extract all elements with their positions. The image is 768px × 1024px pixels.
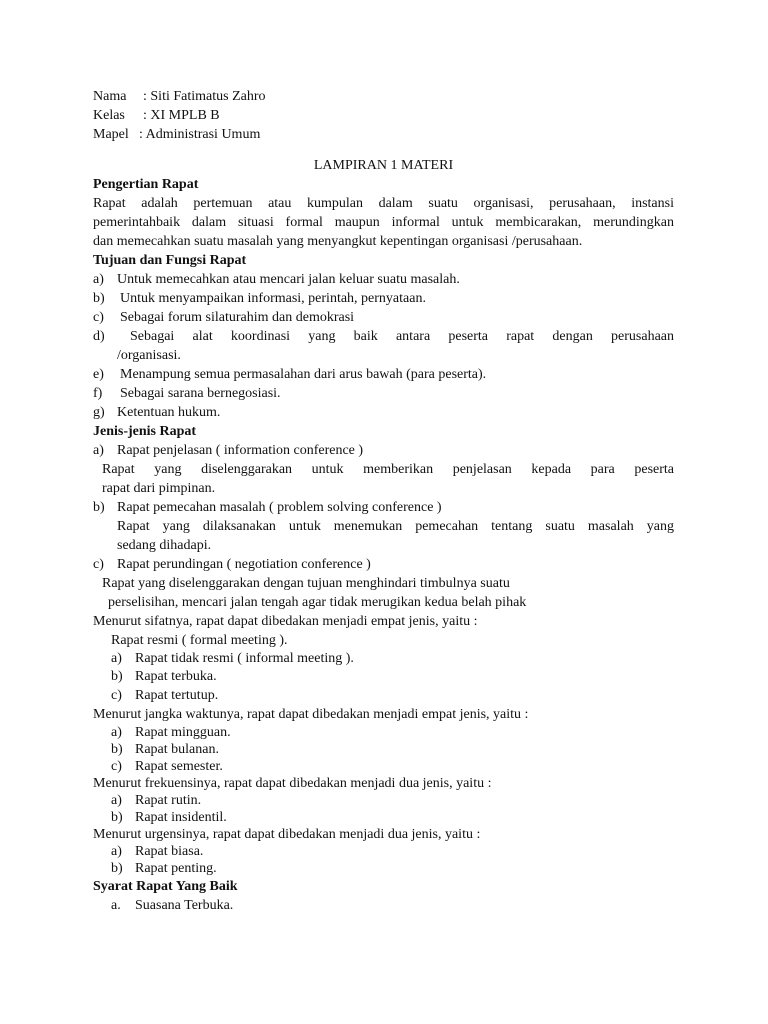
list-item-text: Rapat rutin. — [135, 793, 202, 808]
jenis-a-title — [93, 441, 674, 460]
tujuan-heading: Tujuan dan Fungsi Rapat — [93, 253, 247, 268]
frekuensi-intro: Menurut frekuensinya, rapat dapat dibedakan menjadi dua jenis, yaitu : — [93, 776, 492, 791]
header-kelas — [93, 106, 674, 125]
jenis-a-desc-2: rapat dari pimpinan. — [102, 481, 216, 496]
kelas-value: : XI MPLB B — [143, 108, 220, 123]
pengertian-heading: Pengertian Rapat — [93, 177, 199, 192]
mapel-label: Mapel — [93, 127, 129, 142]
frekuensi-item — [93, 809, 674, 826]
header-nama — [93, 87, 674, 106]
list-item-text: Rapat bulanan. — [135, 742, 219, 757]
document-title: LAMPIRAN 1 MATERI — [313, 158, 454, 173]
list-marker: g) — [93, 405, 105, 420]
jenis-c-desc-1: Rapat yang diselenggarakan dengan tujuan menghindari timbulnya suatu — [102, 576, 510, 591]
list-item-text: Suasana Terbuka. — [135, 898, 234, 913]
tujuan-item — [93, 365, 674, 384]
list-item-text: Rapat tidak resmi ( informal meeting ). — [135, 651, 354, 666]
list-marker: e) — [93, 367, 104, 382]
pengertian-line-1: Rapat adalah pertemuan atau kumpulan dalam suatu organisasi, perusahaan, instansi — [93, 196, 674, 211]
jenis-c-desc-2: perselisihan, mencari jalan tengah agar tidak merugikan kedua belah pihak — [108, 595, 527, 610]
list-item-text: Rapat tertutup. — [135, 688, 219, 703]
list-item-text: Rapat terbuka. — [135, 669, 217, 684]
sifat-item — [93, 650, 674, 667]
list-marker: b) — [111, 669, 123, 684]
list-item-text: Rapat penting. — [135, 861, 217, 876]
list-item-continuation: /organisasi. — [117, 348, 181, 363]
nama-value: : Siti Fatimatus Zahro — [143, 89, 266, 104]
list-item-text: Rapat biasa. — [135, 844, 204, 859]
list-item-text: Untuk menyampaikan informasi, perintah, pernyataan. — [120, 291, 426, 306]
document-page — [93, 87, 674, 915]
jenis-b-desc-2: sedang dihadapi. — [117, 538, 212, 553]
list-item-text: Rapat semester. — [135, 759, 223, 774]
list-marker: a) — [93, 443, 104, 458]
list-marker: c) — [93, 310, 104, 325]
mapel-value: : Administrasi Umum — [139, 127, 261, 142]
tujuan-item — [93, 289, 674, 308]
list-item-text: Sebagai sarana bernegosiasi. — [120, 386, 281, 401]
list-marker: c) — [93, 557, 104, 572]
kelas-label: Kelas — [93, 108, 125, 123]
jenis-b-desc-1: Rapat yang dilaksanakan untuk menemukan pemecahan tentang suatu masalah yang — [117, 519, 674, 534]
list-marker: c) — [111, 688, 122, 703]
header-mapel — [93, 125, 674, 144]
sifat-item — [93, 667, 674, 686]
sifat-intro: Menurut sifatnya, rapat dapat dibedakan menjadi empat jenis, yaitu : — [93, 614, 478, 629]
waktu-item — [93, 724, 674, 741]
sifat-first-item: Rapat resmi ( formal meeting ). — [111, 633, 288, 648]
list-marker: f) — [93, 386, 103, 401]
waktu-item — [93, 758, 674, 775]
list-item-text: Ketentuan hukum. — [117, 405, 221, 420]
list-marker: c) — [111, 759, 122, 774]
list-item-text: Rapat pemecahan masalah ( problem solving conference ) — [117, 500, 442, 515]
list-marker: b) — [93, 500, 105, 515]
list-item-text: Sebagai alat koordinasi yang baik antara peserta rapat dengan perusahaan — [130, 329, 674, 344]
jenis-heading: Jenis-jenis Rapat — [93, 424, 197, 439]
tujuan-item — [93, 384, 674, 403]
list-marker: b) — [111, 742, 123, 757]
list-item-text: Rapat perundingan ( negotiation conference ) — [117, 557, 371, 572]
nama-label: Nama — [93, 89, 127, 104]
list-marker: d) — [93, 329, 105, 344]
list-item-text: Rapat penjelasan ( information conference ) — [117, 443, 364, 458]
tujuan-item — [93, 327, 674, 346]
list-marker: a) — [93, 272, 104, 287]
list-marker: b) — [93, 291, 105, 306]
pengertian-line-2: pemerintahbaik dalam situasi formal maupun informal untuk membicarakan, merundingkan — [93, 215, 674, 230]
tujuan-item — [93, 308, 674, 327]
waktu-item — [93, 741, 674, 758]
list-item-text: Untuk memecahkan atau mencari jalan keluar suatu masalah. — [117, 272, 460, 287]
syarat-item — [93, 896, 674, 915]
list-marker: a) — [111, 651, 122, 666]
waktu-intro: Menurut jangka waktunya, rapat dapat dibedakan menjadi empat jenis, yaitu : — [93, 707, 529, 722]
jenis-b-title — [93, 498, 674, 517]
list-item-text: Rapat mingguan. — [135, 725, 231, 740]
urgensi-intro: Menurut urgensinya, rapat dapat dibedakan menjadi dua jenis, yaitu : — [93, 827, 481, 842]
list-marker: a) — [111, 793, 122, 808]
list-item-text: Menampung semua permasalahan dari arus bawah (para peserta). — [120, 367, 487, 382]
list-marker: a) — [111, 725, 122, 740]
tujuan-item — [93, 403, 674, 422]
pengertian-line-3: dan memecahkan suatu masalah yang menyangkut kepentingan organisasi /perusahaan. — [93, 234, 583, 249]
list-item-text: Rapat insidentil. — [135, 810, 227, 825]
tujuan-item — [93, 270, 674, 289]
urgensi-item — [93, 843, 674, 860]
list-marker: a. — [111, 898, 121, 913]
syarat-heading: Syarat Rapat Yang Baik — [93, 879, 238, 894]
list-marker: b) — [111, 861, 123, 876]
frekuensi-item — [93, 792, 674, 809]
list-marker: a) — [111, 844, 122, 859]
jenis-c-title — [93, 555, 674, 574]
urgensi-item — [93, 860, 674, 877]
list-item-text: Sebagai forum silaturahim dan demokrasi — [120, 310, 355, 325]
list-marker: b) — [111, 810, 123, 825]
jenis-a-desc-1: Rapat yang diselenggarakan untuk memberikan penjelasan kepada para peserta — [102, 462, 674, 477]
sifat-item — [93, 686, 674, 705]
